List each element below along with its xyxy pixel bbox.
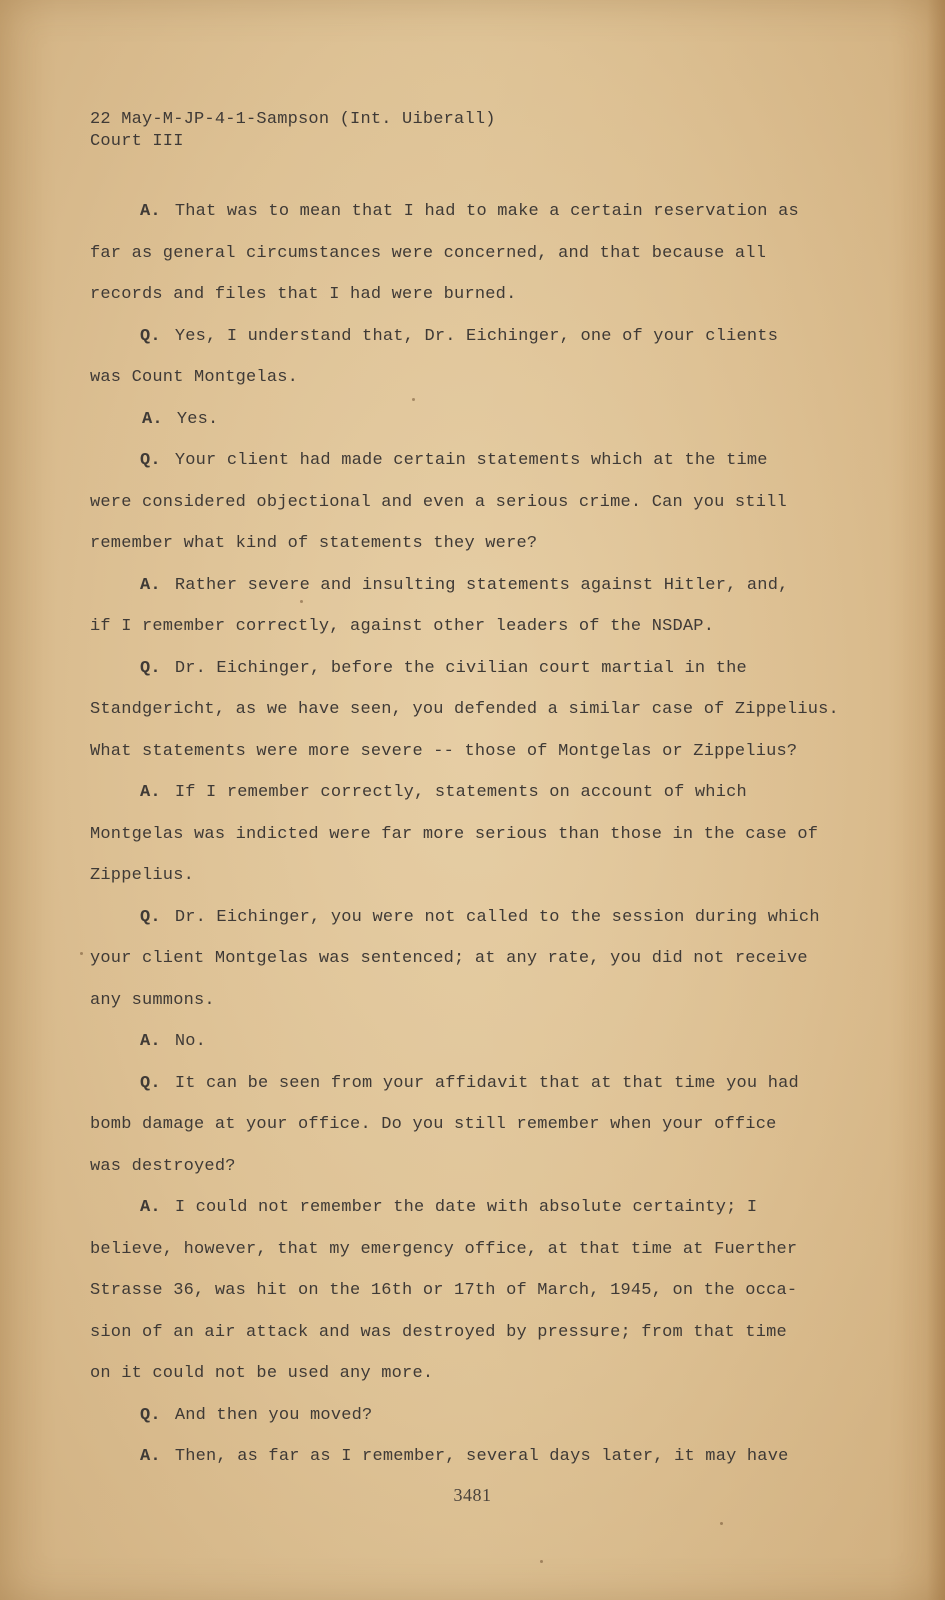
speaker-label: Q. (140, 1073, 161, 1093)
speaker-label: A. (140, 1447, 161, 1466)
answer-paragraph (90, 191, 850, 316)
paper-speck (300, 600, 303, 603)
document-header (90, 109, 496, 153)
answer-paragraph (90, 772, 850, 897)
line-text: Yes. (176, 409, 219, 429)
line-text: Then, as far as I remember, several days later, it may have (174, 1447, 789, 1466)
speaker-label: Q. (140, 658, 161, 678)
speaker-label: Q. (140, 907, 161, 927)
answer-paragraph (90, 1436, 850, 1478)
transcript-line: if I remember correctly, against other leaders of the NSDAP. (90, 617, 715, 636)
line-text: If I remember correctly, statements on account of which (174, 783, 747, 802)
answer-paragraph (90, 565, 850, 648)
question-paragraph (90, 1395, 850, 1437)
question-paragraph (90, 1063, 850, 1188)
line-text: Your client had made certain statements which at the time (174, 451, 768, 470)
transcript-line: your client Montgelas was sentenced; at any rate, you did not receive (90, 949, 808, 968)
transcript-line (90, 316, 850, 358)
transcript-line: was destroyed? (90, 1156, 236, 1176)
transcript-line: What statements were more severe -- those of Montgelas or Zippelius? (90, 741, 798, 761)
answer-paragraph (90, 1021, 850, 1063)
transcript-line: was Count Montgelas. (90, 368, 299, 387)
paper-speck (412, 398, 415, 401)
transcript-line (90, 1187, 850, 1229)
transcript-line: records and files that I had were burned. (90, 285, 517, 304)
transcript-line (90, 897, 850, 939)
transcript-line (90, 399, 850, 441)
transcript-line: Montgelas was indicted were far more serious than those in the case of (90, 824, 819, 844)
line-text: And then you moved? (174, 1405, 373, 1425)
question-paragraph (90, 440, 850, 565)
transcript-line (90, 1063, 850, 1105)
speaker-label: A. (140, 1032, 161, 1051)
transcript-line: believe, however, that my emergency office, at that time at Fuerther (90, 1239, 798, 1259)
answer-paragraph (90, 399, 850, 441)
header-court-line: Court III (90, 132, 184, 151)
transcript-line: any summons. (90, 990, 215, 1010)
transcript-line: far as general circumstances were concerned, and that because all (90, 243, 767, 263)
line-text: Dr. Eichinger, you were not called to the session during which (174, 907, 820, 927)
transcript-line: bomb damage at your office. Do you still remember when your office (90, 1115, 777, 1134)
paper-speck (80, 952, 83, 955)
transcript-line (90, 648, 850, 690)
transcript-line: Standgericht, as we have seen, you defended a similar case of Zippelius. (90, 700, 839, 719)
line-text: Yes, I understand that, Dr. Eichinger, one of your clients (174, 326, 779, 346)
page-number: 3481 (453, 1485, 492, 1505)
question-paragraph (90, 897, 850, 1022)
transcript-line (90, 772, 850, 814)
transcript-line (90, 191, 850, 233)
question-paragraph (90, 316, 850, 399)
transcript-line: Strasse 36, was hit on the 16th or 17th of March, 1945, on the occa- (90, 1281, 798, 1300)
transcript-line: remember what kind of statements they were? (90, 534, 538, 553)
transcript-line (90, 565, 850, 607)
transcript-line (90, 440, 850, 482)
speaker-label: A. (140, 783, 161, 802)
speaker-label: Q. (140, 326, 161, 346)
line-text: It can be seen from your affidavit that at that time you had (174, 1073, 799, 1093)
transcript-line: on it could not be used any more. (90, 1364, 434, 1383)
transcript-line (90, 1436, 850, 1478)
speaker-label: A. (140, 202, 161, 221)
speaker-label: Q. (140, 451, 161, 470)
line-text: Rather severe and insulting statements against Hitler, and, (174, 575, 789, 595)
answer-paragraph (90, 1187, 850, 1395)
transcript-line (90, 1395, 850, 1437)
transcript-body (90, 191, 850, 1478)
header-reference-line: 22 May-M-JP-4-1-Sampson (Int. Uiberall) (90, 110, 496, 129)
paper-speck (720, 1522, 723, 1525)
speaker-label: A. (140, 575, 161, 595)
speaker-label: Q. (140, 1405, 161, 1425)
transcript-line: sion of an air attack and was destroyed by pressure; from that time (90, 1322, 787, 1342)
speaker-label: A. (140, 1198, 161, 1217)
question-paragraph (90, 648, 850, 773)
transcript-line: were considered objectional and even a serious crime. Can you still (90, 492, 787, 512)
speaker-label: A. (142, 409, 163, 429)
transcript-line (90, 1021, 850, 1063)
paper-speck (594, 1334, 597, 1337)
line-text: No. (174, 1032, 207, 1051)
paper-speck (540, 1560, 543, 1563)
transcript-line: Zippelius. (90, 866, 195, 885)
line-text: I could not remember the date with absolute certainty; I (174, 1198, 758, 1217)
line-text: That was to mean that I had to make a certain reservation as (174, 202, 799, 221)
line-text: Dr. Eichinger, before the civilian court martial in the (174, 658, 747, 678)
